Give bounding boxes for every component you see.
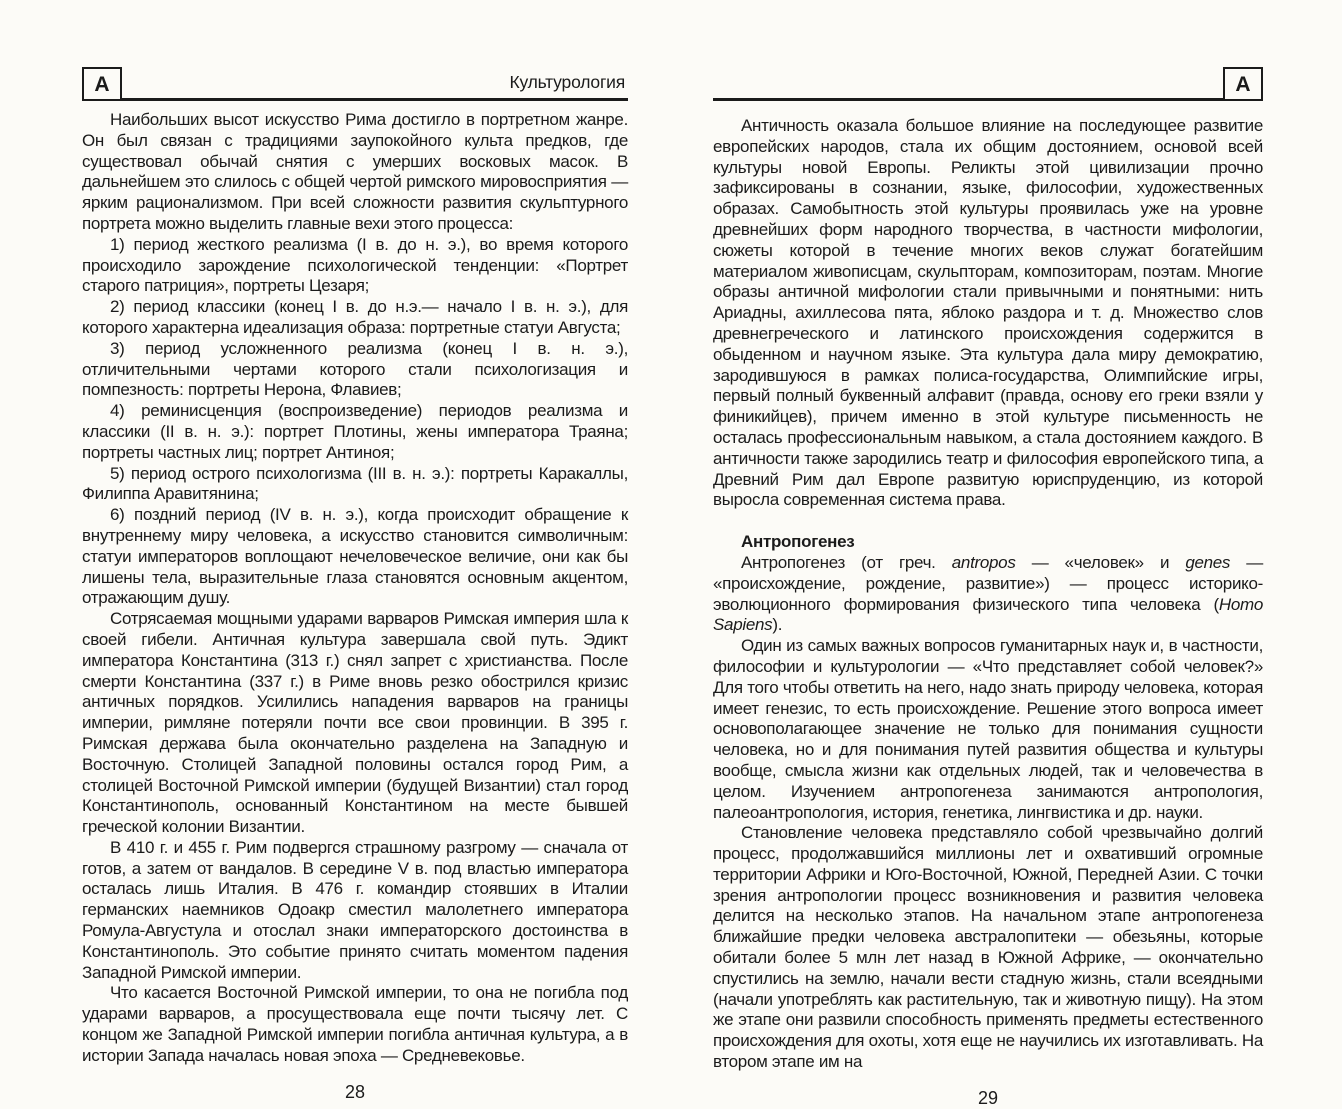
header-right <box>713 62 1263 101</box>
italic-term: genes <box>1185 552 1231 572</box>
page-right-text <box>713 110 1263 1073</box>
page-left <box>82 62 628 1103</box>
text-run: Сотрясаемая мощными ударами варваров Римская империя шла к своей гибели. Античная культура завершала свой путь. Эдикт императора Константина (313 г.) снял запрет с христианства. После смерти Константина (337 г.) в Риме вновь резко обострился кризис античных порядков. Усилились нападения варваров на границы империи, римляне потеряли почти все свои провинции. В 395 г. Римская держава была окончательно разделена на Западную и Восточную. Столицей Западной половины остался город Рим, а столицей Восточной Римской империи (будущей Византии) стал город Константинополь, основанный Константином на месте бывшей греческой колонии Византии. <box>82 609 628 837</box>
text-run: 6) поздний период (IV в. н. э.), когда происходит обращение к внутреннему миру человека, а искусство становится символичным: статуи императоров воплощают нечеловеческое величие, они как бы лишены тела, выразительные глаза становятся основным акцентом, отражающим душу. <box>82 505 628 608</box>
paragraph <box>713 553 1263 636</box>
paragraph <box>82 297 628 339</box>
text-run: 4) реминисценция (воспроизведение) периодов реализма и классики (II в. н. э.): портрет Плотины, жены императора Траяна; портреты частных лиц; портрет Антиноя; <box>82 401 628 462</box>
text-run: В 410 г. и 455 г. Рим подвергся страшному разгрому — сначала от готов, а затем от вандалов. В середине V в. под властью императора осталась лишь Италия. В 476 г. командир стоявших в Италии германских наемников Одоакр сместил малолетнего императора Ромула-Августула и отослал знаки императорского достоинства в Константинополь. Это событие принято считать моментом падения Западной Римской империи. <box>82 837 628 982</box>
paragraph <box>713 636 1263 823</box>
text-run: Один из самых важных вопросов гуманитарных наук и, в частности, философии и культурологии — «Что представляет собой человек?» Для того чтобы ответить на него, надо знать природу человека, которая имеет генезис, то есть происхождение. Решение этого вопроса имеет основополагающее значение не только для понимания сущности человека, но и для понимания путей развития общества и культуры вообще, смысла жизни как отдельных людей, так и человечества в целом. Изучением антропогенеза занимаются антропология, палеоантропология, история, генетика, лингвистика и др. науки. <box>713 636 1263 822</box>
paragraph <box>82 609 628 838</box>
section-letter-tab-left: А <box>82 67 122 101</box>
section-letter-tab-right: А <box>1223 67 1263 101</box>
paragraph <box>82 505 628 609</box>
header-left <box>82 62 628 101</box>
text-run: Античность оказала большое влияние на последующее развитие европейских народов, стала их общим достоянием, основой всей культуры новой Европы. Реликты этой цивилизации прочно зафиксированы в сознании, языке, философии, художественных образах. Самобытность этой культуры проявилась уже на уровне древнейших форм народного творчества, в частности мифологии, сюжеты которой в течение многих веков служат богатейшим материалом живописцам, скульпторам, композиторам, поэтам. Многие образы античной мифологии стали привычными и понятными: нить Ариадны, ахиллесова пята, яблоко раздора и т. д. Множество слов древнегреческого и латинского происхождения содержится в обыденном и научном языке. Эта культура дала миру демократию, зародившуюся в рамках полиса-государства, Олимпийские игры, первый полный буквенный алфавит (правда, основу его греки взяли у финикийцев), причем именно в этой культуре письменность не осталась профессиональным навыком, а стала достоянием каждого. В античности также зародились театр и философия европейского типа, а Древний Рим дал Европе развитую юриспруденцию, из которой выросла современная система права. <box>713 116 1263 510</box>
paragraph <box>82 983 628 1066</box>
text-run: Антропогенез <box>741 532 855 552</box>
italic-term: Homo Sapiens <box>713 594 1263 635</box>
text-run: — «происхождение, рождение, развитие») — процесс историко-эволюционного формирования физического типа человека ( <box>713 552 1263 614</box>
paragraph <box>713 823 1263 1073</box>
page-number-right: 29 <box>977 1087 999 1108</box>
paragraph <box>82 339 628 401</box>
text-run: Антропогенез (от греч. <box>741 552 952 572</box>
text-run: 3) период усложненного реализма (конец I в. н. э.), отличительными чертами которого стали психологизация и помпезность: портреты Нерона, Флавиев; <box>82 338 628 400</box>
paragraph <box>82 235 628 297</box>
italic-term: antropos <box>951 552 1016 572</box>
running-title: Культурология <box>509 72 625 92</box>
section-heading <box>713 532 1263 553</box>
text-run: 2) период классики (конец I в. до н.э.— начало I в. н. э.), для которого характерна идеализация образа: портретные статуи Августа; <box>82 297 628 337</box>
header-rule-left <box>122 62 628 101</box>
text-run: — «человек» и <box>1015 552 1186 572</box>
header-rule-right <box>713 62 1223 101</box>
text-run: Что касается Восточной Римской империи, то она не погибла под ударами варваров, а просуществовала еще почти тысячу лет. С концом же Западной Римской империи погибла античная культура, а в истории Запада началась новая эпоха — Средневековье. <box>82 983 628 1065</box>
text-run: 1) период жесткого реализма (I в. до н. э.), во время которого происходило зарождение психологической тенденции: «Портрет старого патриция», портреты Цезаря; <box>82 234 628 296</box>
paragraph <box>82 464 628 506</box>
paragraph <box>713 116 1263 511</box>
paragraph <box>82 401 628 463</box>
page-right <box>713 62 1263 1109</box>
paragraph <box>82 838 628 984</box>
page-left-text <box>82 110 628 1067</box>
paragraph <box>82 110 628 235</box>
text-run: 5) период острого психологизма (III в. н. э.): портреты Каракаллы, Филиппа Аравитянина; <box>82 463 628 504</box>
text-run: Становление человека представляло собой чрезвычайно долгий процесс, продолжавшийся миллионы лет и охвативший огромные территории Африки и Юго-Восточной, Южной, Передней Азии. С точки зрения антропологии процесс возникновения и развития человека делится на несколько этапов. На начальном этапе антропогенеза ближайшие предки человека австралопитеки — обезьяны, которые обитали более 5 млн лет назад в Южной Африке, — окончательно спустились на землю, начали вести стадную жизнь, стали всеядными (начали употреблять как растительную, так и животную пищу). На этом же этапе они развили способность применять предметы естественного происхождения для охоты, хотя еще не научились их изготавливать. На втором этапе им на <box>713 823 1263 1072</box>
text-run: Наибольших высот искусство Рима достигло в портретном жанре. Он был связан с традициями заупокойного культа предков, где существовал обычай снятия с умерших восковых масок. В дальнейшем это слилось с общей чертой римского мировосприятия — ярким рационализмом. При всей сложности развития скульптурного портрета можно выделить главные вехи этого процесса: <box>82 110 628 233</box>
text-run: ). <box>772 615 783 635</box>
page-number-left: 28 <box>344 1081 366 1102</box>
